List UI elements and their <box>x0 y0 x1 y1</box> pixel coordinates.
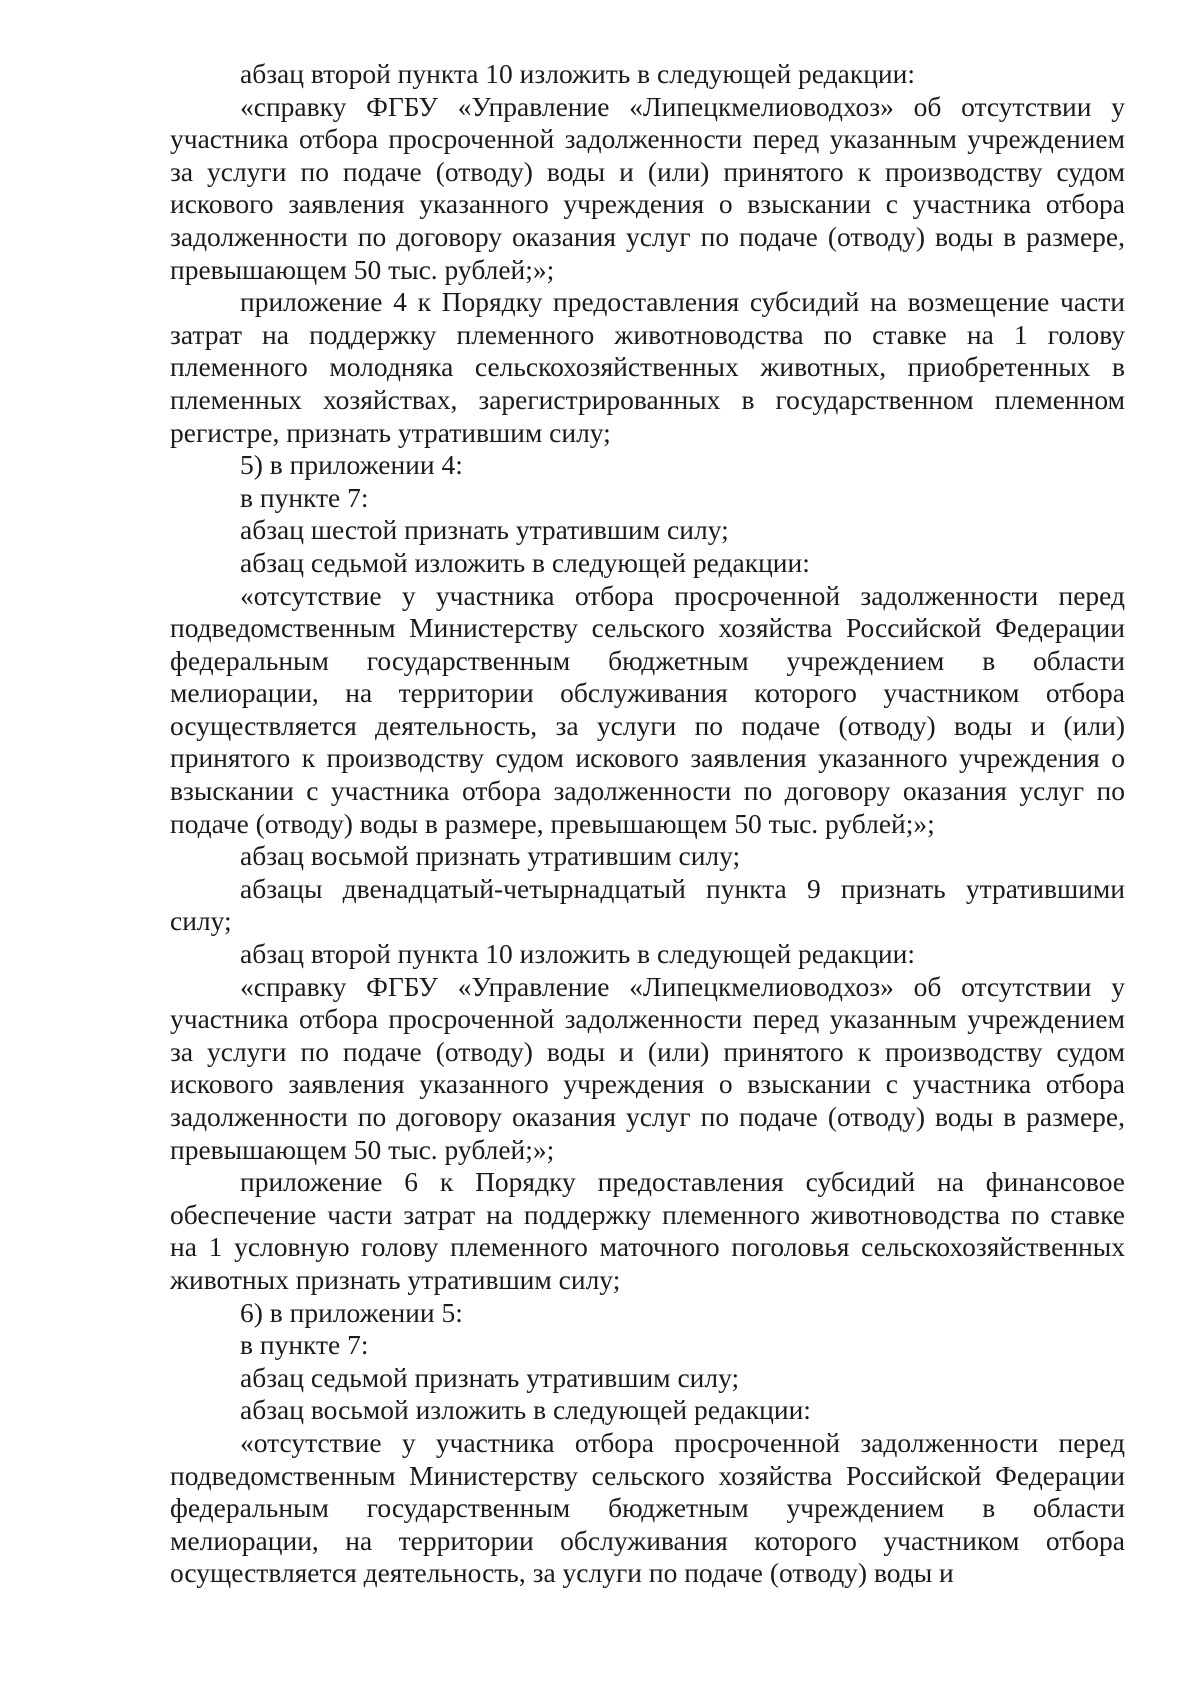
paragraph: абзац седьмой признать утратившим силу; <box>240 1361 740 1393</box>
document-body <box>170 58 1125 1590</box>
paragraph: абзац седьмой изложить в следующей редакции: <box>240 546 810 578</box>
paragraph: 6) в приложении 5: <box>240 1296 463 1328</box>
paragraph: «отсутствие у участника отбора просроченной задолженности перед подведомственным Министерству сельского хозяйства Российской Федерации федеральным государственным бюджетным учреждением в области мелиорации, на территории обслуживания которого участником отбора осуществляется деятельность, за услуги по подаче (отводу) воды и (или) принятого к производству судом искового заявления указанного учреждения о взыскании с участника отбора задолженности по договору оказания услуг по подаче (отводу) воды в размере, превышающем 50 тыс. рублей;»; <box>170 579 1125 839</box>
paragraph: абзац шестой признать утратившим силу; <box>240 514 729 546</box>
paragraph: «справку ФГБУ «Управление «Липецкмелиоводхоз» об отсутствии у участника отбора просроченной задолженности перед указанным учреждением за услуги по подаче (отводу) воды и (или) принятого к производству судом искового заявления указанного учреждения о взыскании с участника отбора задолженности по договору оказания услуг по подаче (отводу) воды в размере, превышающем 50 тыс. рублей;»; <box>170 90 1125 285</box>
paragraph: абзац второй пункта 10 изложить в следующей редакции: <box>240 58 915 89</box>
paragraph: абзац восьмой признать утратившим силу; <box>240 840 741 872</box>
paragraph: приложение 6 к Порядку предоставления субсидий на финансовое обеспечение части затрат на поддержку племенного животноводства по ставке на 1 условную голову племенного маточного поголовья сельскохозяйственных животных признать утратившим силу; <box>170 1166 1125 1295</box>
paragraph: 5) в приложении 4: <box>240 449 463 481</box>
paragraph: абзац второй пункта 10 изложить в следующей редакции: <box>240 938 915 970</box>
paragraph: в пункте 7: <box>240 481 369 513</box>
paragraph: «отсутствие у участника отбора просроченной задолженности перед подведомственным Министерству сельского хозяйства Российской Федерации федеральным государственным бюджетным учреждением в области мелиорации, на территории обслуживания которого участником отбора осуществляется деятельность, за услуги по подаче (отводу) воды и <box>170 1426 1125 1589</box>
paragraph: «справку ФГБУ «Управление «Липецкмелиоводхоз» об отсутствии у участника отбора просроченной задолженности перед указанным учреждением за услуги по подаче (отводу) воды и (или) принятого к производству судом искового заявления указанного учреждения о взыскании с участника отбора задолженности по договору оказания услуг по подаче (отводу) воды в размере, превышающем 50 тыс. рублей;»; <box>170 970 1125 1165</box>
paragraph: приложение 4 к Порядку предоставления субсидий на возмещение части затрат на поддержку племенного животноводства по ставке на 1 голову племенного молодняка сельскохозяйственных животных, приобретенных в племенных хозяйствах, зарегистрированных в государственном племенном регистре, признать утратившим силу; <box>170 286 1125 448</box>
paragraph: абзацы двенадцатый-четырнадцатый пункта 9 признать утратившими силу; <box>170 872 1125 937</box>
paragraph: абзац восьмой изложить в следующей редакции: <box>240 1394 811 1426</box>
paragraph: в пункте 7: <box>240 1329 369 1361</box>
